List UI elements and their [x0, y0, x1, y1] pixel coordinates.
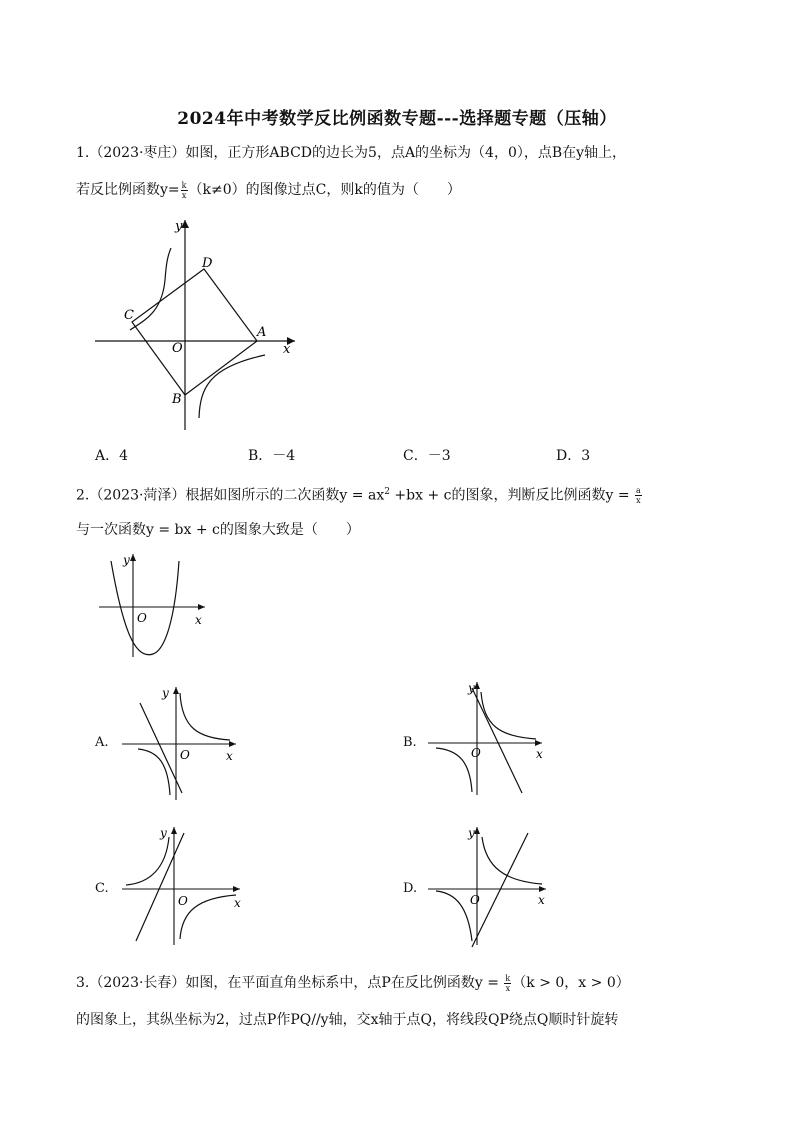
- qc-y-arrow: [171, 827, 177, 834]
- q2-line1: [76, 482, 643, 506]
- q2-option-c-label: C.: [95, 881, 109, 896]
- q1-label-c: C: [124, 308, 134, 323]
- qb-line: [472, 688, 522, 793]
- q2-parabola-figure: [95, 550, 215, 660]
- qa-hyperbola-q1: [180, 693, 230, 740]
- q3-fraction: [504, 974, 511, 993]
- q1-hyperbola-upper-left: [130, 248, 171, 330]
- q2-line1-prefix: 2.（2023·菏泽）根据如图所示的二次函数y = ax: [76, 487, 385, 504]
- qd-label-y: y: [468, 826, 475, 840]
- q1-line2-prefix: 若反比例函数y=: [76, 182, 180, 198]
- q2-y-arrow: [130, 554, 136, 561]
- qb-label-x: x: [536, 747, 543, 761]
- q3-line2: 的图象上，其纵坐标为2，过点P作PQ//y轴，交x轴于点Q，将线段QP绕点Q顺时针旋转: [76, 1012, 619, 1028]
- q2-exponent: 2: [384, 487, 390, 497]
- q1-label-d: D: [202, 256, 213, 271]
- q1-label-a: A: [257, 325, 267, 340]
- q2-option-a-label: A.: [95, 735, 109, 750]
- q1-option-a: A．4: [95, 448, 129, 464]
- q2-line2: 与一次函数y = bx + c的图象大致是（ ）: [76, 522, 360, 538]
- q1-line1: 1.（2023·枣庄）如图，正方形ABCD的边长为5，点A的坐标为（4，0），点B在y轴上，: [76, 145, 627, 161]
- qc-line: [136, 833, 184, 941]
- q2-option-d-figure: [424, 823, 552, 948]
- qd-label-o: O: [470, 893, 480, 907]
- qb-hyperbola-q1: [481, 692, 536, 739]
- q2-x-arrow: [198, 604, 205, 610]
- qd-y-arrow: [474, 827, 480, 834]
- q2-option-b-label: B.: [403, 735, 417, 750]
- q2-option-b-figure: [424, 678, 549, 798]
- qa-y-arrow: [173, 687, 179, 694]
- qd-label-x: x: [538, 893, 545, 907]
- q3-line1: [76, 973, 630, 993]
- qb-hyperbola-q3: [436, 748, 472, 792]
- q2-line1-mid: +bx + c的图象，判断反比例函数y =: [389, 487, 635, 504]
- q1-frac-den: x: [181, 190, 187, 200]
- q3-frac-num: k: [505, 973, 511, 983]
- q2-fraction: [635, 486, 642, 505]
- qc-hyperbola-q2: [126, 837, 169, 885]
- q2-frac-den: x: [636, 496, 641, 506]
- q1-figure: [90, 212, 305, 434]
- q1-label-b: B: [172, 392, 182, 407]
- qc-x-arrow: [233, 886, 240, 892]
- q1-hyperbola-lower-right: [199, 355, 265, 418]
- q1-option-b: B．－4: [248, 448, 296, 464]
- qd-hyperbola-q1: [482, 837, 542, 884]
- qc-label-y: y: [160, 826, 167, 840]
- qd-line: [472, 833, 528, 947]
- qc-label-x: x: [234, 896, 241, 910]
- qa-label-o: O: [180, 748, 190, 762]
- q1-option-d: D．3: [556, 448, 591, 464]
- qd-x-arrow: [539, 886, 546, 892]
- q1-line2: [76, 180, 461, 200]
- q2-label-o: O: [137, 611, 147, 625]
- q2-option-c-figure: [118, 823, 246, 948]
- q1-label-o: O: [172, 341, 183, 356]
- qc-hyperbola-q4: [180, 895, 236, 939]
- q2-parabola: [111, 561, 179, 655]
- q1-fraction: [181, 181, 188, 200]
- q3-frac-den: x: [505, 983, 511, 993]
- qb-label-o: O: [471, 746, 481, 760]
- q1-line2-suffix: （k≠0）的图像过点C，则k的值为（ ）: [188, 182, 461, 198]
- q3-line1-prefix: 3.（2023·长春）如图，在平面直角坐标系中，点P在反比例函数y =: [76, 975, 504, 991]
- q2-label-y: y: [123, 553, 130, 567]
- qd-hyperbola-q3: [436, 891, 472, 941]
- qb-x-arrow: [535, 740, 542, 746]
- qa-label-y: y: [162, 686, 169, 700]
- q2-frac-num: a: [636, 486, 641, 496]
- q1-frac-num: k: [181, 180, 187, 190]
- qa-label-x: x: [226, 749, 233, 763]
- q1-label-x: x: [283, 342, 291, 357]
- q2-option-a-figure: [118, 683, 243, 803]
- q3-line1-suffix: （k > 0，x > 0）: [512, 975, 630, 991]
- q1-option-c: C．－3: [403, 448, 451, 464]
- qc-label-o: O: [178, 894, 188, 908]
- qa-x-arrow: [229, 741, 236, 747]
- q1-label-y: y: [175, 219, 183, 234]
- qb-y-arrow: [474, 682, 480, 689]
- page-title: 2024年中考数学反比例函数专题---选择题专题（压轴）: [177, 109, 617, 129]
- q2-label-x: x: [195, 613, 202, 627]
- q1-square-abcd: [132, 269, 257, 395]
- qb-label-y: y: [468, 681, 475, 695]
- q2-option-d-label: D.: [403, 881, 418, 896]
